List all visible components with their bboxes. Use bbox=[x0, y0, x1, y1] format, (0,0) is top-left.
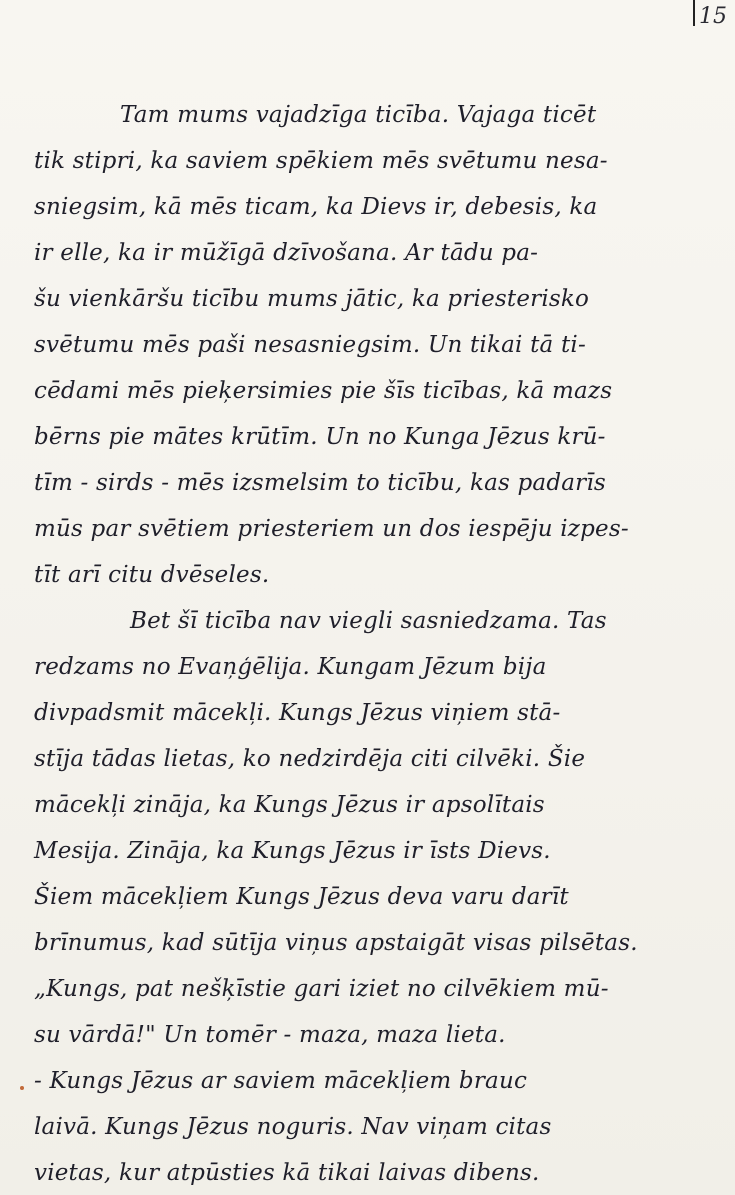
text-line: brīnumus, kad sūtīja viņus apstaigāt visas pilsētas. bbox=[34, 930, 638, 956]
edge-mark bbox=[693, 0, 695, 26]
text-line: - Kungs Jēzus ar saviem mācekļiem brauc bbox=[34, 1068, 528, 1094]
text-line: Šiem mācekļiem Kungs Jēzus deva varu darīt bbox=[34, 884, 569, 910]
handwritten-text-body bbox=[34, 92, 689, 1195]
text-line: tik stipri, ka saviem spēkiem mēs svētumu nesa- bbox=[34, 148, 608, 174]
text-line: mācekļi zināja, ka Kungs Jēzus ir apsolītais bbox=[34, 792, 545, 818]
text-line: „Kungs, pat nešķīstie gari iziet no cilvēkiem mū- bbox=[34, 976, 609, 1002]
page-number: 15 bbox=[699, 4, 727, 29]
text-line: cēdami mēs pieķersimies pie šīs ticības, kā mazs bbox=[34, 378, 613, 404]
text-line: Tam mums vajadzīga ticība. Vajaga ticēt bbox=[120, 102, 597, 128]
margin-ink-dot bbox=[20, 1086, 24, 1090]
text-line: sniegsim, kā mēs ticam, ka Dievs ir, debesis, ka bbox=[34, 194, 598, 220]
text-line: stīja tādas lietas, ko nedzirdēja citi cilvēki. Šie bbox=[34, 746, 586, 772]
text-line: Mesija. Zināja, ka Kungs Jēzus ir īsts Dievs. bbox=[34, 838, 551, 864]
text-line: svētumu mēs paši nesasniegsim. Un tikai tā ti- bbox=[34, 332, 586, 358]
text-line: mūs par svētiem priesteriem un dos iespēju izpes- bbox=[34, 516, 629, 542]
text-line: bērns pie mātes krūtīm. Un no Kunga Jēzus krū- bbox=[34, 424, 606, 450]
text-line: tīt arī citu dvēseles. bbox=[34, 562, 270, 588]
text-line: Bet šī ticība nav viegli sasniedzama. Tas bbox=[130, 608, 607, 634]
text-line: redzams no Evaņģēlija. Kungam Jēzum bija bbox=[34, 654, 547, 680]
text-line: divpadsmit mācekļi. Kungs Jēzus viņiem stā- bbox=[34, 700, 561, 726]
text-line: vietas, kur atpūsties kā tikai laivas dibens. bbox=[34, 1160, 540, 1186]
text-line: su vārdā!" Un tomēr - maza, maza lieta. bbox=[34, 1022, 506, 1048]
text-line: tīm - sirds - mēs izsmelsim to ticību, kas padarīs bbox=[34, 470, 606, 496]
text-line: ir elle, ka ir mūžīgā dzīvošana. Ar tādu pa- bbox=[34, 240, 539, 266]
text-line: laivā. Kungs Jēzus noguris. Nav viņam citas bbox=[34, 1114, 552, 1140]
text-line: šu vienkāršu ticību mums jātic, ka priesterisko bbox=[34, 286, 590, 312]
